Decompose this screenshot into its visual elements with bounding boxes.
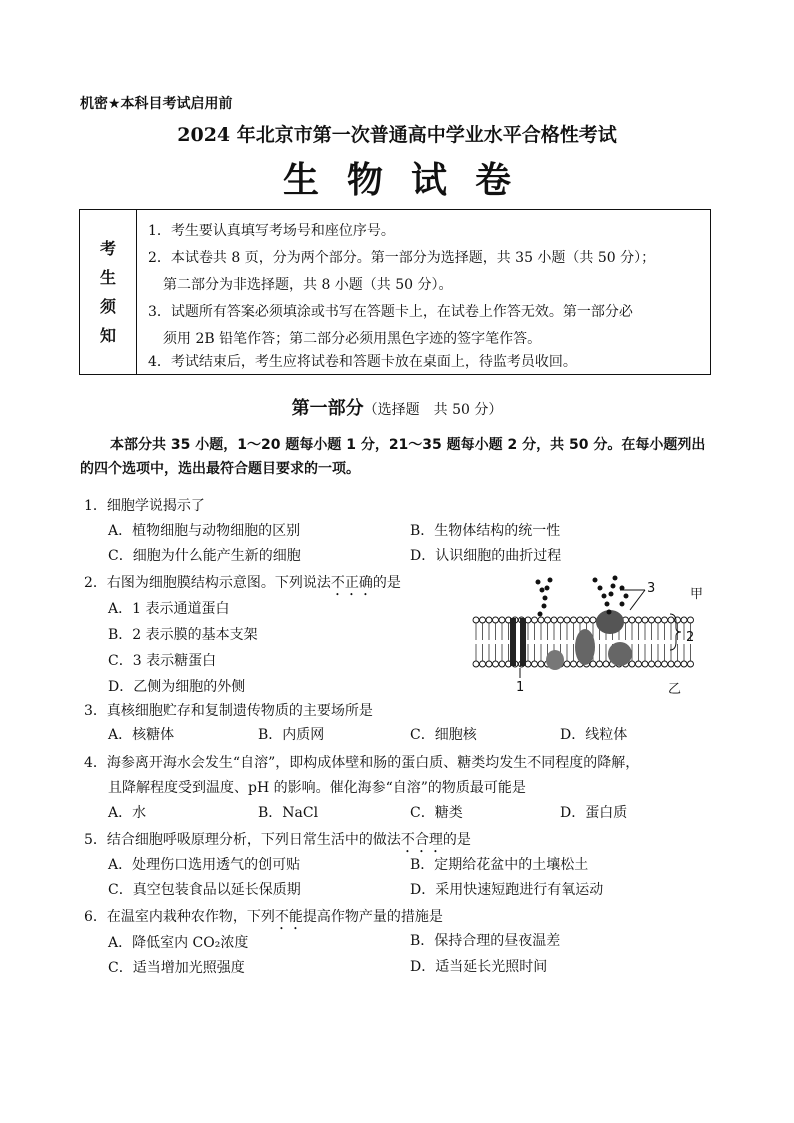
lipid-head: [688, 661, 694, 667]
question-3-stem: 3．真核细胞贮存和复制遗传物质的主要场所是: [84, 703, 373, 719]
question-5-option-d: D．采用快速短跑进行有氧运动: [410, 882, 604, 898]
question-3-option-b: B．内质网: [258, 727, 325, 743]
question-6-stem: 6．在温室内栽种农作物，下列不能提高作物产量的措施是: [84, 909, 443, 925]
notice-line: 2．本试卷共 8 页，分为两个部分。第一部分为选择题，共 35 小题（共 50 分）；: [148, 250, 656, 266]
lipid-head: [564, 617, 570, 623]
membrane-protein: [546, 650, 564, 670]
lipid-head: [493, 617, 499, 623]
notice-line: 3．试题所有答案必须填涂或书写在答题卡上，在试卷上作答无效。第一部分必: [148, 304, 633, 320]
lipid-head: [668, 661, 674, 667]
part1-intro-line: 本部分共 35 小题，1～20 题每小题 1 分，21～35 题每小题 2 分，共 50 分。在每小题列出: [110, 437, 706, 453]
question-2-option-c: C．3 表示糖蛋白: [108, 653, 217, 669]
lipid-head: [675, 661, 681, 667]
lipid-head: [629, 617, 635, 623]
lipid-head: [655, 617, 661, 623]
lipid-head: [571, 661, 577, 667]
question-4-stem-cont: 且降解程度受到温度、pH 的影响。催化海参“自溶”的物质最可能是: [108, 780, 526, 796]
notice-line: 1．考生要认真填写考场号和座位序号。: [148, 223, 395, 239]
lipid-head: [584, 617, 590, 623]
figure-label-1: 1: [516, 680, 525, 695]
lipid-head: [603, 661, 609, 667]
emphasis-text: 不正确: [330, 575, 373, 591]
question-6-option-c: C．适当增加光照强度: [108, 960, 245, 976]
question-4-option-b: B．NaCl: [258, 805, 319, 821]
lipid-head: [642, 661, 648, 667]
lipid-head: [590, 617, 596, 623]
lipid-head: [649, 617, 655, 623]
sugar-chains: [536, 576, 629, 617]
notice-line: 第二部分为非选择题，共 8 小题（共 50 分）。: [163, 277, 453, 293]
notice-label: [80, 210, 137, 374]
lipid-head: [590, 661, 596, 667]
lipid-head: [668, 617, 674, 623]
lipid-head: [571, 617, 577, 623]
lipid-head: [564, 661, 570, 667]
question-2-option-a: A．1 表示通道蛋白: [108, 601, 230, 617]
question-6-option-d: D．适当延长光照时间: [410, 959, 548, 975]
question-5-option-a: A．处理伤口选用透气的创可贴: [108, 857, 301, 873]
question-5-option-b: B．定期给花盆中的土壤松土: [410, 857, 589, 873]
lipid-head: [545, 617, 551, 623]
lipid-head: [499, 661, 505, 667]
exam-title: 2024 年北京市第一次普通高中学业水平合格性考试: [177, 124, 617, 146]
lipid-head: [681, 617, 687, 623]
notice-label-char: 考: [99, 239, 116, 258]
lipid-head: [629, 661, 635, 667]
lipid-head: [538, 617, 544, 623]
lipid-head: [558, 617, 564, 623]
notice-line: 须用 2B 铅笔作答；第二部分必须用黑色字迹的签字笔作答。: [163, 331, 542, 347]
lipid-head: [655, 661, 661, 667]
question-1-option-d: D．认识细胞的曲折过程: [410, 548, 562, 564]
part1-subtitle: （选择题 共 50 分）: [363, 402, 503, 418]
lipid-head: [473, 661, 479, 667]
lipid-head: [649, 661, 655, 667]
paper-title: 生物试卷: [282, 159, 539, 201]
question-5-option-c: C．真空包装食品以延长保质期: [108, 882, 301, 898]
part1-intro-line: 的四个选项中，选出最符合题目要求的一项。: [80, 461, 360, 477]
question-2-option-d: D．乙侧为细胞的外侧: [108, 679, 246, 695]
question-5-stem: 5．结合细胞呼吸原理分析，下列日常生活中的做法不合理的是: [84, 832, 471, 848]
emphasis-text: 不能: [274, 909, 303, 925]
lipid-head: [597, 661, 603, 667]
lipid-head: [493, 661, 499, 667]
notice-line: 4．考试结束后，考生应将试卷和答题卡放在桌面上，待监考员收回。: [148, 354, 577, 370]
question-3-option-a: A．核糖体: [108, 727, 175, 743]
lipid-head: [473, 617, 479, 623]
lipid-head: [636, 617, 642, 623]
lipid-head: [681, 661, 687, 667]
question-1-option-a: A．植物细胞与动物细胞的区别: [108, 523, 301, 539]
question-6-option-a: A．降低室内 CO₂浓度: [108, 935, 249, 951]
channel-protein: [510, 618, 526, 666]
question-4-stem: 4．海参离开海水会发生“自溶”，即构成体壁和肠的蛋白质、糖类均发生不同程度的降解，: [84, 755, 640, 771]
membrane-protein: [608, 642, 632, 666]
cell-membrane-diagram: [470, 572, 700, 692]
lipid-head: [486, 617, 492, 623]
figure-label-2: 2: [686, 630, 695, 645]
figure-label-3: 3: [647, 581, 656, 596]
figure-side-top: 甲: [690, 587, 704, 602]
question-4-option-a: A．水: [108, 805, 147, 821]
lipid-head: [499, 617, 505, 623]
part1-heading: 第一部分: [291, 398, 364, 419]
lipid-head: [636, 661, 642, 667]
emphasis-text: 不合理: [400, 832, 443, 848]
figure-side-bottom: 乙: [668, 682, 682, 697]
notice-box: [79, 209, 711, 375]
lipid-head: [662, 661, 668, 667]
question-1-option-b: B．生物体结构的统一性: [410, 523, 561, 539]
question-6-option-b: B．保持合理的昼夜温差: [410, 933, 561, 949]
lipid-head: [577, 617, 583, 623]
lipid-head: [538, 661, 544, 667]
lipid-head: [486, 661, 492, 667]
question-1-stem: 1．细胞学说揭示了: [84, 498, 205, 514]
confidential-label: 机密★本科目考试启用前: [80, 96, 233, 112]
lipid-head: [688, 617, 694, 623]
question-4-option-c: C．糖类: [410, 805, 463, 821]
question-3-option-d: D．线粒体: [560, 727, 628, 743]
notice-label-char: 须: [99, 297, 116, 316]
question-2-stem: 2．右图为细胞膜结构示意图。下列说法不正确的是: [84, 575, 401, 591]
question-2-option-b: B．2 表示膜的基本支架: [108, 627, 258, 643]
membrane-protein: [575, 629, 595, 665]
lipid-head: [480, 661, 486, 667]
lipid-head: [662, 617, 668, 623]
lipid-head: [532, 661, 538, 667]
question-3-option-c: C．细胞核: [410, 727, 477, 743]
question-4-option-d: D．蛋白质: [560, 805, 628, 821]
notice-label-char: 知: [99, 326, 116, 345]
question-1-option-c: C．细胞为什么能产生新的细胞: [108, 548, 301, 564]
lipid-head: [532, 617, 538, 623]
lipid-head: [642, 617, 648, 623]
lipid-head: [551, 617, 557, 623]
lipid-head: [480, 617, 486, 623]
part1-title: [0, 394, 794, 420]
notice-label-char: 生: [99, 268, 116, 287]
